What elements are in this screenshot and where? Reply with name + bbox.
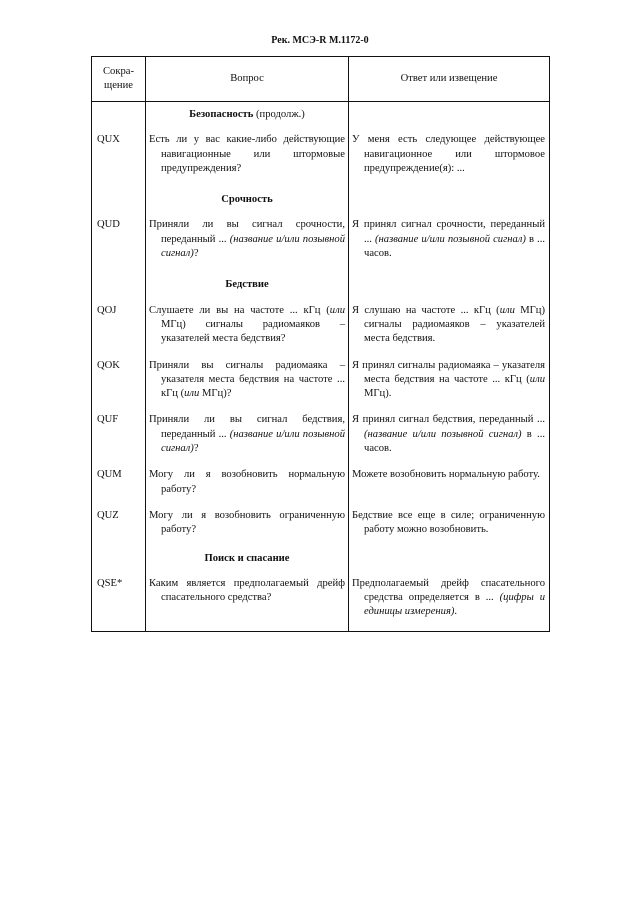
section-title: Поиск и спасание: [146, 546, 349, 576]
abbreviation-cell: QUM: [92, 467, 146, 508]
section-title: Срочность: [146, 187, 349, 217]
answer-text: У меня есть следующее действующее навигационное или штормовое предупреждение(я): ...: [352, 134, 545, 174]
answer-text: Предполагаемый дрейф спасательного средства определяется в ... (цифры и единицы измерения).: [352, 577, 545, 618]
answer-cell: [349, 467, 550, 508]
section-title: Безопасность (продолж.): [146, 102, 349, 133]
question-text: Каким является предполагаемый дрейф спасательного средства?: [149, 577, 345, 604]
abbreviation-cell: QUD: [92, 217, 146, 272]
answer-cell: [349, 358, 550, 413]
question-cell: [146, 508, 349, 546]
question-cell: [146, 217, 349, 272]
abbreviation-cell: QUX: [92, 132, 146, 187]
answer-cell: [349, 303, 550, 358]
answer-text: Я принял сигналы радиомаяка – указателя места бедствия на частоте ... кГц (или МГц).: [352, 359, 545, 400]
answer-text: Бедствие все еще в силе; ограниченную работу можно возобновить.: [352, 509, 545, 536]
answer-cell: [349, 576, 550, 631]
answer-cell: [349, 508, 550, 546]
answer-cell: [349, 412, 550, 467]
abbreviation-cell: QOJ: [92, 303, 146, 358]
question-text: Есть ли у вас какие-либо действующие навигационные или штормовые предупреждения?: [149, 134, 345, 174]
question-text: Приняли вы сигналы радиомаяка – указателя места бедствия на частоте ... кГц (или МГц)?: [149, 359, 345, 400]
answer-text: Я принял сигнал срочности, переданный ... (название и/или позывной сигнал) в ... часов.: [352, 219, 546, 260]
abbreviation-cell: QSE*: [92, 576, 146, 631]
table-row: [92, 412, 550, 467]
answer-text: Я слушаю на частоте ... кГц (или МГц) сигналы радиомаяков – указателей места бедствия.: [352, 304, 546, 345]
question-text: Могу ли я возобновить нормальную работу?: [149, 469, 345, 495]
abbreviation-cell: QUF: [92, 412, 146, 467]
section-row: [92, 102, 550, 133]
section-row: [92, 272, 550, 302]
answer-cell: [349, 132, 550, 187]
question-text: Могу ли я возобновить ограниченную работу?: [149, 509, 345, 536]
question-cell: [146, 576, 349, 631]
table-row: [92, 576, 550, 631]
answer-cell: [349, 217, 550, 272]
answer-text: Я принял сигнал бедствия, переданный ... (название и/или позывной сигнал) в ... часов.: [352, 414, 545, 455]
question-cell: [146, 467, 349, 508]
table-row: [92, 132, 550, 187]
answer-text: Можете возобновить нормальную работу.: [352, 469, 540, 481]
question-text: Слушаете ли вы на частоте ... кГц (или МГц) сигналы радиомаяков – указателей места бедствия?: [149, 304, 345, 345]
abbreviation-cell: QUZ: [92, 508, 146, 546]
question-cell: [146, 412, 349, 467]
section-row: [92, 187, 550, 217]
column-header-answer: Ответ или извещение: [349, 57, 550, 102]
column-header-abbreviation: Сокра- щение: [92, 57, 146, 102]
table-row: [92, 508, 550, 546]
section-row: [92, 546, 550, 576]
question-text: Приняли ли вы сигнал срочности, переданный ... (название и/или позывной сигнал)?: [149, 219, 345, 260]
table-row: [92, 303, 550, 358]
abbreviation-cell: QOK: [92, 358, 146, 413]
table-row: [92, 467, 550, 508]
question-cell: [146, 303, 349, 358]
table-row: [92, 217, 550, 272]
question-cell: [146, 132, 349, 187]
codes-table: [91, 56, 550, 632]
section-title: Бедствие: [146, 272, 349, 302]
page-header: Рек. МСЭ-R M.1172-0: [271, 35, 369, 46]
question-cell: [146, 358, 349, 413]
column-header-question: Вопрос: [146, 57, 349, 102]
question-text: Приняли ли вы сигнал бедствия, переданный ... (название и/или позывной сигнал)?: [149, 414, 345, 455]
table-header-row: [92, 57, 550, 102]
table-row: [92, 358, 550, 413]
